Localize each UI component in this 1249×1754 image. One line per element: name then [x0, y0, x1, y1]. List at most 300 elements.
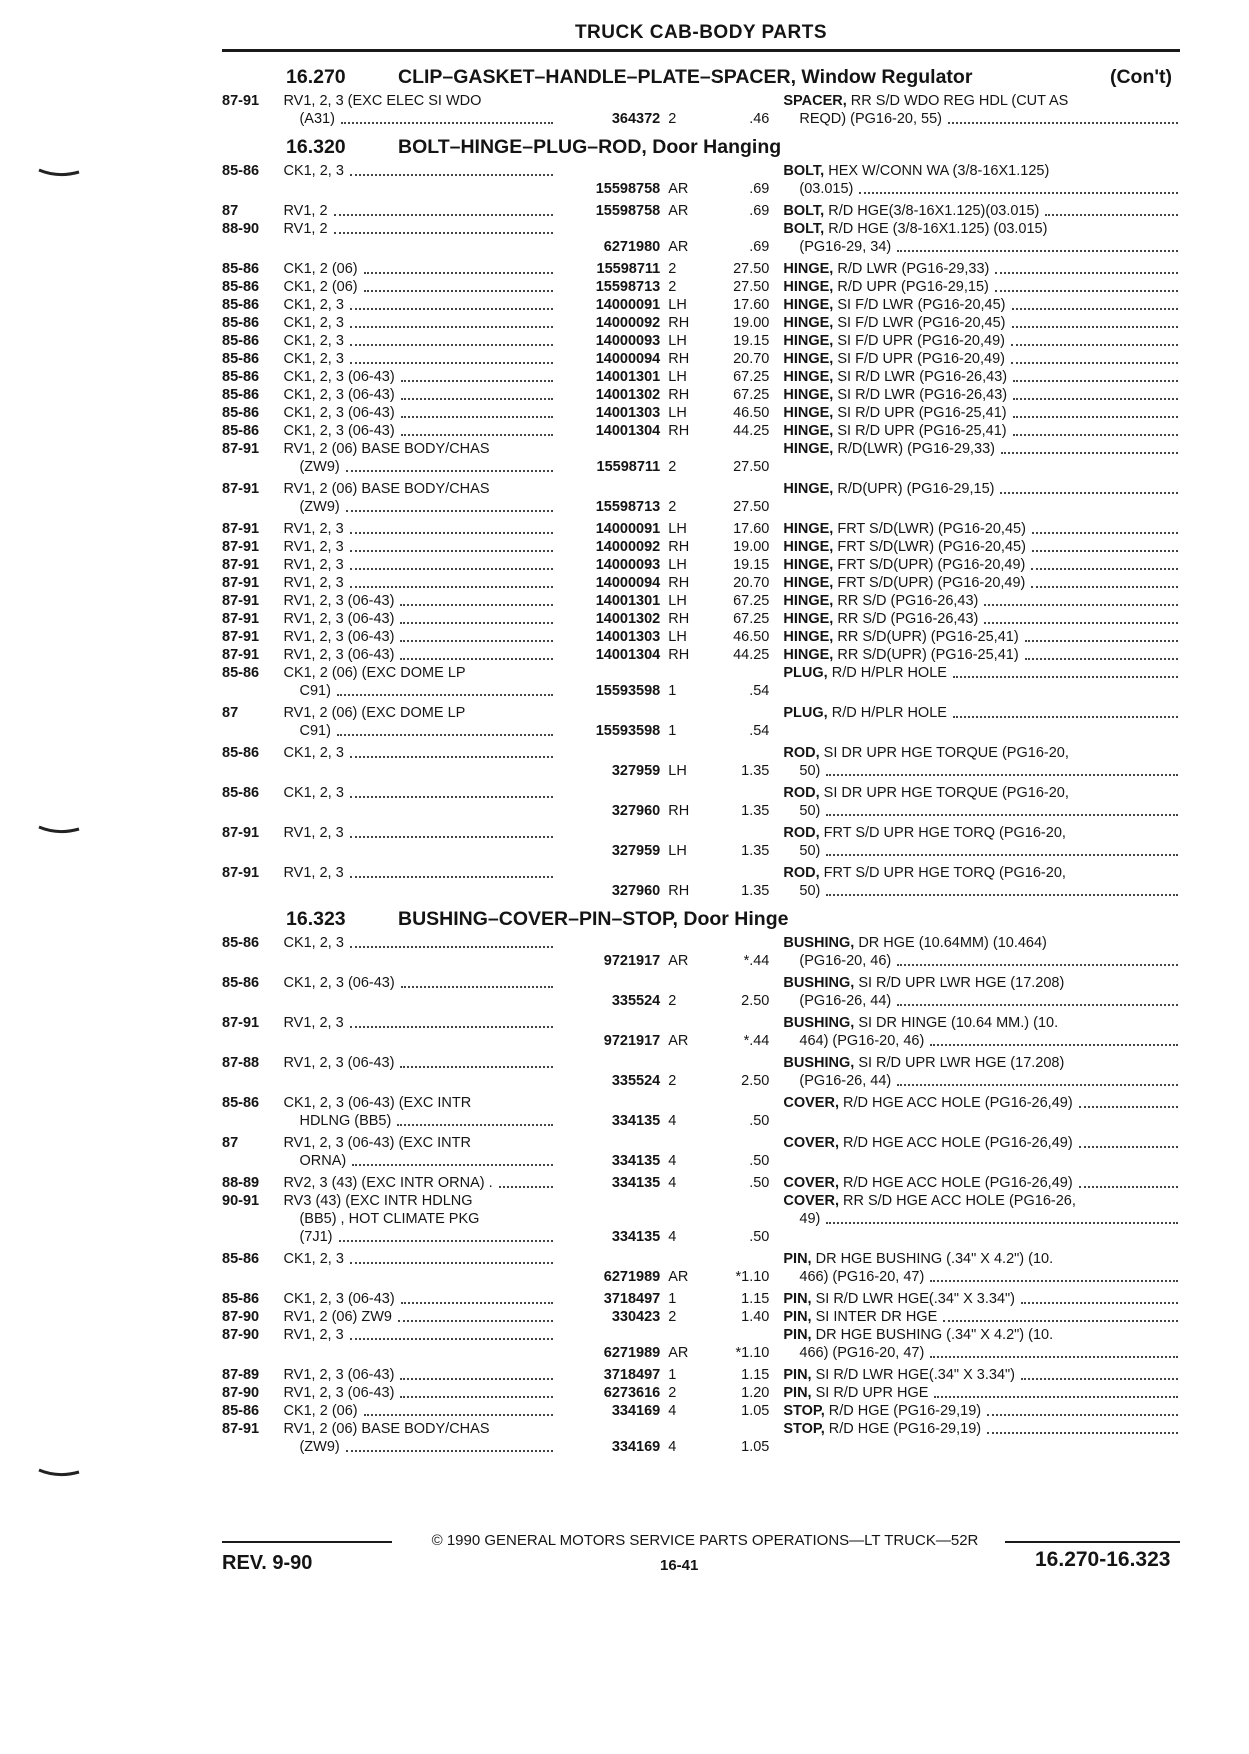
- dot-leader: [350, 796, 553, 798]
- price: 27.50: [733, 499, 770, 515]
- part-description: [769, 664, 1180, 700]
- model-text: (ZW9): [299, 499, 340, 515]
- quantity: LH: [668, 843, 687, 859]
- model-years: 85-86: [222, 745, 260, 761]
- description-line: [783, 332, 1180, 350]
- model-applicability: [283, 628, 557, 646]
- part-description: [769, 314, 1180, 332]
- description-detail: FRT S/D(LWR) (PG16-20,45): [837, 521, 1026, 537]
- description-text: [783, 296, 1005, 314]
- price: 1.15: [741, 1367, 770, 1383]
- description-line: [783, 610, 1180, 628]
- model-text: RV1, 2, 3 (06-43): [283, 1055, 395, 1071]
- price: 46.50: [733, 629, 770, 645]
- description-detail: R/D LWR (PG16-29,33): [837, 261, 990, 277]
- description-detail: FRT S/D UPR HGE TORQ (PG16-20,: [823, 865, 1066, 881]
- part-row: [222, 1402, 1180, 1420]
- dot-leader: [1021, 1378, 1178, 1380]
- model-years: 85-86: [222, 351, 260, 367]
- description-line: [783, 1344, 1180, 1362]
- description-text: [783, 440, 995, 458]
- description-text: [783, 1174, 1072, 1192]
- model-applicability: [283, 350, 557, 368]
- dot-leader: [934, 1396, 1178, 1398]
- part-description: [769, 974, 1180, 1010]
- quantity: LH: [668, 557, 687, 573]
- quantity: RH: [668, 387, 690, 403]
- section-number: 16.323: [286, 908, 346, 930]
- quantity: AR: [668, 181, 689, 197]
- description-text: [783, 664, 947, 682]
- quantity: AR: [668, 1033, 689, 1049]
- description-detail: FRT S/D(LWR) (PG16-20,45): [837, 539, 1026, 555]
- description-line: [783, 296, 1180, 314]
- quantity: LH: [668, 369, 687, 385]
- quantity: 1: [668, 1367, 677, 1383]
- model-applicability: [283, 646, 557, 664]
- description-detail: FRT S/D(UPR) (PG16-20,49): [837, 575, 1026, 591]
- model-line: [283, 1134, 557, 1152]
- model-text: RV1, 2, 3 (06-43): [283, 629, 395, 645]
- quantity: 4: [668, 1439, 677, 1455]
- binder-hole-mark-icon: [38, 825, 80, 835]
- description-line: [783, 350, 1180, 368]
- model-applicability: [283, 1250, 557, 1286]
- description-detail: RR S/D (PG16-26,43): [837, 593, 979, 609]
- model-line: [283, 220, 557, 238]
- part-description: [769, 1326, 1180, 1362]
- dot-leader: [350, 362, 553, 364]
- model-applicability: [283, 744, 557, 780]
- description-text: [783, 1420, 981, 1438]
- description-detail: REQD) (PG16-20, 55): [799, 111, 943, 127]
- section-continued: (Con't): [1109, 66, 1172, 88]
- dot-leader: [1021, 1302, 1178, 1304]
- part-number: 6271989: [603, 1269, 661, 1285]
- model-line: [283, 538, 557, 556]
- dot-leader: [1031, 568, 1178, 570]
- model-years: 87: [222, 1135, 239, 1151]
- model-years: 90-91: [222, 1193, 260, 1209]
- price: 20.70: [733, 575, 770, 591]
- description-line: [783, 162, 1180, 180]
- part-name: HINGE,: [783, 423, 834, 439]
- part-name: HINGE,: [783, 575, 834, 591]
- description-text: [783, 628, 1018, 646]
- model-applicability: [283, 592, 557, 610]
- description-line: [783, 480, 1180, 498]
- model-line: [283, 350, 557, 368]
- model-line: [283, 628, 557, 646]
- dot-leader: [400, 658, 553, 660]
- part-row: [222, 368, 1180, 386]
- model-applicability: [283, 1326, 557, 1362]
- part-row: [222, 220, 1180, 256]
- description-detail: RR S/D(UPR) (PG16-25,41): [837, 629, 1019, 645]
- model-years: 85-86: [222, 387, 260, 403]
- quantity: 1: [668, 1291, 677, 1307]
- quantity: RH: [668, 803, 690, 819]
- dot-leader: [398, 1320, 553, 1322]
- model-text: RV1, 2: [283, 203, 328, 219]
- catalog-section: [222, 904, 1180, 1460]
- description-detail: (PG16-26, 44): [799, 1073, 892, 1089]
- model-text: RV1, 2, 3: [283, 575, 344, 591]
- description-detail: SI R/D UPR (PG16-25,41): [837, 423, 1007, 439]
- quantity: RH: [668, 351, 690, 367]
- description-detail: DR HGE BUSHING (.34" X 4.2") (10.: [815, 1251, 1054, 1267]
- part-description: [769, 1134, 1180, 1170]
- part-description: [769, 824, 1180, 860]
- part-row: [222, 974, 1180, 1010]
- model-years: 87-91: [222, 647, 260, 663]
- price: 17.60: [733, 521, 770, 537]
- dot-leader: [350, 946, 553, 948]
- description-line: [783, 952, 1180, 970]
- price: *1.10: [735, 1345, 770, 1361]
- description-text: [799, 110, 942, 128]
- part-row: [222, 574, 1180, 592]
- description-text: [783, 1366, 1015, 1384]
- quantity: RH: [668, 423, 690, 439]
- part-number: 327960: [611, 883, 661, 899]
- dot-leader: [364, 1414, 554, 1416]
- part-number: 334169: [611, 1403, 661, 1419]
- description-line: [783, 934, 1180, 952]
- section-heading: [222, 132, 1180, 162]
- quantity: RH: [668, 647, 690, 663]
- part-name: STOP,: [783, 1403, 825, 1419]
- dot-leader: [826, 814, 1178, 816]
- description-text: [783, 592, 978, 610]
- quantity: 4: [668, 1113, 677, 1129]
- part-name: PIN,: [783, 1367, 812, 1383]
- part-name: STOP,: [783, 1421, 825, 1437]
- part-row: [222, 296, 1180, 314]
- model-years: 87-91: [222, 481, 260, 497]
- model-applicability: [283, 1420, 557, 1456]
- description-detail: HEX W/CONN WA (3/8-16X1.125): [828, 163, 1050, 179]
- model-line: [283, 1366, 557, 1384]
- description-line: [783, 110, 1180, 128]
- description-detail: R/D UPR (PG16-29,15): [837, 279, 989, 295]
- dot-leader: [337, 734, 553, 736]
- catalog-section: [222, 132, 1180, 904]
- model-applicability: [283, 368, 557, 386]
- price: *.44: [743, 1033, 770, 1049]
- part-description: [769, 628, 1180, 646]
- dot-leader: [346, 470, 553, 472]
- dot-leader: [350, 568, 553, 570]
- part-description: [769, 1250, 1180, 1286]
- model-years: 87-91: [222, 441, 260, 457]
- model-line: [283, 704, 557, 722]
- description-detail: SI DR UPR HGE TORQUE (PG16-20,: [823, 745, 1069, 761]
- model-applicability: [283, 296, 557, 314]
- price: 19.15: [733, 557, 770, 573]
- model-years: 87-91: [222, 825, 260, 841]
- part-number: 334135: [611, 1113, 661, 1129]
- model-line: [283, 404, 557, 422]
- model-line: [283, 974, 557, 992]
- part-number: 6273616: [603, 1385, 661, 1401]
- model-text: CK1, 2 (06): [283, 261, 358, 277]
- model-years: 85-86: [222, 315, 260, 331]
- description-detail: R/D HGE(3/8-16X1.125)(03.015): [828, 203, 1040, 219]
- part-row: [222, 202, 1180, 220]
- section-heading: [222, 904, 1180, 934]
- description-line: [783, 864, 1180, 882]
- model-applicability: [283, 1402, 557, 1420]
- model-text: RV1, 2: [283, 221, 328, 237]
- model-text: CK1, 2, 3 (06-43): [283, 405, 395, 421]
- model-years: 87-91: [222, 593, 260, 609]
- price: 1.20: [741, 1385, 770, 1401]
- price: 1.35: [741, 843, 770, 859]
- dot-leader: [987, 1432, 1178, 1434]
- part-name: HINGE,: [783, 557, 834, 573]
- description-text: [799, 180, 853, 198]
- part-number: 14000091: [595, 297, 661, 313]
- model-text: RV1, 2, 3 (EXC ELEC SI WDO: [283, 93, 482, 109]
- model-text: RV1, 2 (06) BASE BODY/CHAS: [283, 1421, 490, 1437]
- dot-leader: [401, 380, 553, 382]
- description-text: [783, 1192, 1076, 1210]
- dot-leader: [826, 854, 1178, 856]
- model-years: 85-86: [222, 405, 260, 421]
- part-name: HINGE,: [783, 279, 834, 295]
- dot-leader: [948, 122, 1178, 124]
- model-applicability: [283, 538, 557, 556]
- model-applicability: [283, 1094, 557, 1130]
- part-name: BUSHING,: [783, 935, 855, 951]
- part-number: 14001301: [595, 593, 661, 609]
- part-name: HINGE,: [783, 351, 834, 367]
- model-years: 85-86: [222, 1251, 260, 1267]
- dot-leader: [364, 290, 554, 292]
- description-line: [783, 1054, 1180, 1072]
- description-detail: FRT S/D(UPR) (PG16-20,49): [837, 557, 1026, 573]
- model-years: 85-86: [222, 261, 260, 277]
- description-detail: 464) (PG16-20, 46): [799, 1033, 925, 1049]
- model-years: 87-88: [222, 1055, 260, 1071]
- description-line: [783, 440, 1180, 458]
- dot-leader: [350, 1262, 553, 1264]
- description-text: [783, 162, 1049, 180]
- quantity: 2: [668, 1385, 677, 1401]
- description-line: [783, 368, 1180, 386]
- description-detail: R/D HGE (3/8-16X1.125) (03.015): [828, 221, 1048, 237]
- price: .69: [749, 181, 770, 197]
- parts-catalog: [222, 62, 1180, 1460]
- model-text: CK1, 2, 3: [283, 297, 344, 313]
- quantity: 1: [668, 683, 677, 699]
- price: .46: [749, 111, 770, 127]
- dot-leader: [400, 1066, 553, 1068]
- model-years: 87-91: [222, 865, 260, 881]
- part-number: 15598713: [595, 499, 661, 515]
- price: 1.05: [741, 1439, 770, 1455]
- part-name: BOLT,: [783, 221, 825, 237]
- description-detail: RR S/D (PG16-26,43): [837, 611, 979, 627]
- part-number: 15598758: [595, 181, 661, 197]
- description-text: [783, 260, 989, 278]
- part-description: [769, 1366, 1180, 1384]
- header-rule: [222, 49, 1180, 52]
- part-name: PLUG,: [783, 705, 828, 721]
- part-description: [769, 386, 1180, 404]
- dot-leader: [1032, 532, 1178, 534]
- part-row: [222, 1308, 1180, 1326]
- description-detail: (PG16-26, 44): [799, 993, 892, 1009]
- part-row: [222, 332, 1180, 350]
- model-text: RV1, 2, 3 (06-43): [283, 593, 395, 609]
- description-text: [783, 646, 1018, 664]
- model-text: CK1, 2, 3: [283, 351, 344, 367]
- part-row: [222, 314, 1180, 332]
- footer-rule-left: [222, 1541, 392, 1543]
- model-applicability: [283, 1134, 557, 1170]
- part-description: [769, 332, 1180, 350]
- model-text: RV3 (43) (EXC INTR HDLNG: [283, 1193, 473, 1209]
- dot-leader: [930, 1280, 1178, 1282]
- description-detail: SI F/D UPR (PG16-20,49): [837, 333, 1005, 349]
- quantity: 2: [668, 261, 677, 277]
- quantity: RH: [668, 611, 690, 627]
- description-text: [799, 1072, 891, 1090]
- part-name: HINGE,: [783, 611, 834, 627]
- part-row: [222, 1290, 1180, 1308]
- price: 19.00: [733, 315, 770, 331]
- description-detail: R/D HGE ACC HOLE (PG16-26,49): [843, 1135, 1073, 1151]
- model-text: RV2, 3 (43) (EXC INTR ORNA) .: [283, 1175, 493, 1191]
- model-line: [283, 682, 557, 700]
- dot-leader: [350, 344, 553, 346]
- model-applicability: [283, 1290, 557, 1308]
- part-number: 327959: [611, 843, 661, 859]
- model-text: (BB5) , HOT CLIMATE PKG: [299, 1211, 480, 1227]
- part-row: [222, 1094, 1180, 1130]
- part-number: 14001302: [595, 387, 661, 403]
- part-description: [769, 260, 1180, 278]
- dot-leader: [401, 986, 553, 988]
- quantity: LH: [668, 521, 687, 537]
- model-applicability: [283, 422, 557, 440]
- model-text: CK1, 2, 3 (06-43): [283, 1291, 395, 1307]
- part-name: BOLT,: [783, 163, 825, 179]
- description-line: [783, 704, 1180, 722]
- model-line: [283, 1420, 557, 1438]
- description-detail: DR HGE BUSHING (.34" X 4.2") (10.: [815, 1327, 1054, 1343]
- part-number: 6271980: [603, 239, 661, 255]
- model-text: ORNA): [299, 1153, 347, 1169]
- model-text: RV1, 2, 3 (06-43): [283, 1385, 395, 1401]
- quantity: AR: [668, 203, 689, 219]
- dot-leader: [1025, 658, 1178, 660]
- dot-leader: [995, 272, 1178, 274]
- price: .54: [749, 723, 770, 739]
- description-detail: SI DR HINGE (10.64 MM.) (10.: [858, 1015, 1059, 1031]
- dot-leader: [346, 510, 553, 512]
- model-line: [283, 520, 557, 538]
- dot-leader: [341, 122, 553, 124]
- description-line: [783, 538, 1180, 556]
- description-text: [783, 350, 1005, 368]
- description-line: [783, 1290, 1180, 1308]
- page-number: 16-41: [660, 1557, 699, 1574]
- dot-leader: [350, 836, 553, 838]
- model-line: [283, 1210, 557, 1228]
- part-name: HINGE,: [783, 315, 834, 331]
- part-name: HINGE,: [783, 629, 834, 645]
- model-text: RV1, 2, 3 (06-43): [283, 647, 395, 663]
- description-line: [783, 974, 1180, 992]
- quantity: 2: [668, 111, 677, 127]
- description-detail: R/D HGE ACC HOLE (PG16-26,49): [843, 1095, 1073, 1111]
- dot-leader: [401, 398, 553, 400]
- part-description: [769, 162, 1180, 198]
- description-detail: 50): [799, 763, 821, 779]
- description-detail: SI R/D LWR (PG16-26,43): [837, 369, 1008, 385]
- model-text: C91): [299, 723, 331, 739]
- part-number: 327960: [611, 803, 661, 819]
- model-years: 87-91: [222, 1015, 260, 1031]
- model-line: [283, 1014, 557, 1032]
- model-line: [283, 1290, 557, 1308]
- part-row: [222, 278, 1180, 296]
- part-row: [222, 744, 1180, 780]
- model-applicability: [283, 92, 557, 128]
- model-text: RV1, 2, 3: [283, 521, 344, 537]
- description-line: [783, 556, 1180, 574]
- description-text: [783, 974, 1064, 992]
- part-row: [222, 864, 1180, 900]
- quantity: LH: [668, 297, 687, 313]
- part-number: 14000092: [595, 315, 661, 331]
- dot-leader: [897, 964, 1178, 966]
- description-detail: R/D HGE (PG16-29,19): [828, 1421, 982, 1437]
- price: 19.15: [733, 333, 770, 349]
- price: 67.25: [733, 369, 770, 385]
- model-text: CK1, 2, 3: [283, 745, 344, 761]
- part-row: [222, 404, 1180, 422]
- binder-hole-mark-icon: [38, 168, 80, 178]
- quantity: AR: [668, 953, 689, 969]
- model-line: [283, 824, 557, 842]
- dot-leader: [350, 756, 553, 758]
- page-title: TRUCK CAB-BODY PARTS: [574, 22, 828, 43]
- price: 67.25: [733, 387, 770, 403]
- description-text: [799, 992, 891, 1010]
- model-text: CK1, 2, 3 (06-43): [283, 387, 395, 403]
- description-line: [783, 1384, 1180, 1402]
- model-line: [283, 202, 557, 220]
- description-line: [783, 92, 1180, 110]
- model-applicability: [283, 202, 557, 220]
- dot-leader: [1079, 1146, 1178, 1148]
- description-text: [783, 864, 1066, 882]
- model-years: 85-86: [222, 1095, 260, 1111]
- description-line: [783, 260, 1180, 278]
- part-row: [222, 1014, 1180, 1050]
- part-name: SPACER,: [783, 93, 847, 109]
- model-text: CK1, 2, 3: [283, 315, 344, 331]
- dot-leader: [1031, 586, 1178, 588]
- description-line: [783, 1072, 1180, 1090]
- part-name: PIN,: [783, 1385, 812, 1401]
- description-text: [799, 238, 891, 256]
- description-text: [783, 538, 1026, 556]
